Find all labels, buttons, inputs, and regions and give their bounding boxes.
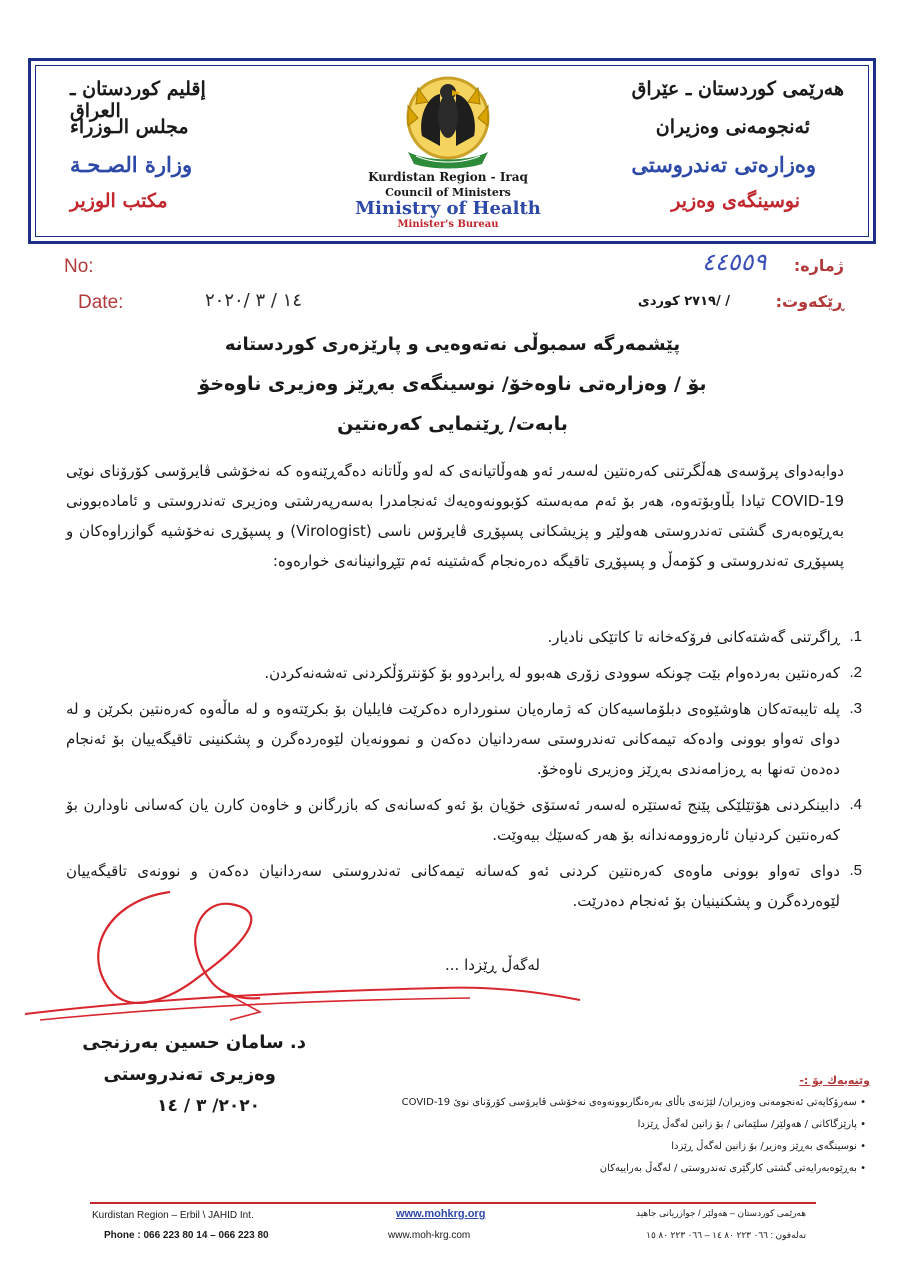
list-item <box>66 658 862 688</box>
no-label-en: No: <box>64 256 94 277</box>
header-arabic-council: مجلس الـوزراء <box>70 116 189 138</box>
date-value: ١٤ / ٣ /٢٠٢٠ <box>205 290 302 311</box>
handwritten-signature-icon <box>20 880 620 1040</box>
footer-website-link-2[interactable]: www.moh-krg.com <box>388 1230 471 1241</box>
kurdistan-eagle-seal-icon <box>378 66 518 174</box>
seal-english-region: Kurdistan Region - Iraq <box>368 170 528 184</box>
items-list <box>66 622 862 922</box>
cc-heading: وێنەیەك بۆ :- <box>799 1074 870 1087</box>
seal-english-ministry: Ministry of Health <box>355 198 541 219</box>
signatory-name: د. سامان حسین بەرزنجی <box>82 1032 306 1053</box>
seal-english-bureau: Minister's Bureau <box>397 219 499 230</box>
subject-line: بابەت/ ڕێنمایی كەرەنتین <box>337 413 568 435</box>
item-text: دوای تەواو بوونی ماوەی كەرەنتین كردنی ئەو كەسانە تیمەكانی تەندروستی سەردانیان دەكەن و نوونەی تاقیگەییان لێوەردەگرن و پشكنینیان بۆ ئەنجام دەدرێت. <box>66 862 840 910</box>
item-text: ڕاگرتنی گەشتەكانی فرۆكەخانە تا كاتێكی نادیار. <box>547 628 840 646</box>
item-number: 1. <box>849 628 862 645</box>
intro-paragraph: دوابەدوای پرۆسەی هەڵگرتنی كەرەنتین لەسەر ئەو هەوڵاتیانەی كە لەو وڵاتانە دەگەڕێنەوە كە نەخۆشی ڤایرۆسی كۆرۆنای نوێی COVID-19 تیادا بڵاوبۆتەوە، هەر بۆ ئەم مەبەستە كۆبوونەوەیەك ئەنجامدرا بەسەرپەرشتی وەزیری تەندروستی و ئامادەبوونی بەڕێوەبەری گشتی تەندروستی هەولێر و پزیشكانی پسپۆڕی ڤایرۆس ناسی (Virologist) و پسپۆڕی نەخۆشیە گوازراوەكان و پسپۆڕی تەندروستی و كۆمەڵ و پسپۆڕی تاقیگە دەرەنجام گەشتینە ئەم تێڕوانینانەی خوارەوە: <box>66 462 844 570</box>
header-kurdish-ministry: وەزارەتی تەندروستی <box>631 152 816 177</box>
signatory-title: وەزیری تەندروستی <box>103 1064 276 1085</box>
item-text: كەرەنتین بەردەوام بێت چونكە سوودی زۆری هەبوو لە ڕابردوو بۆ كۆنترۆڵكردنی تەشەنەكردن. <box>264 664 840 682</box>
no-label-ku: ژمارە: <box>793 256 844 275</box>
header-kurdish-bureau: نوسینگەی وەزیر <box>671 190 800 212</box>
item-text: دابینكردنی هۆتێلێكی پێنج ئەستێرە لەسەر ئەستۆی خۆیان بۆ ئەو كەسانەی كە بازرگانن و خاوەن كارن یان كەسانی ناودارن بۆ كەرەنتین كردنیان ئارەزوومەندانە بۆ هەر كەسێك بیەوێت. <box>66 796 840 844</box>
cc-item: • بەڕێوەبەرایەتی گشتی كارگێری تەندروستی / لەگەڵ بەراییەكان <box>599 1163 866 1174</box>
cc-item: • پارێزگاكانی / هەولێر/ سلێمانی / بۆ زانین لەگەڵ ڕێزدا <box>637 1119 866 1130</box>
cc-item-text: نوسینگەی بەڕێز وەزیر/ بۆ زانین لەگەڵ ڕێزدا <box>671 1141 857 1152</box>
item-number: 3. <box>849 700 862 717</box>
date-label-en: Date: <box>78 292 124 313</box>
header-arabic-bureau: مكتب الوزير <box>70 190 168 212</box>
cc-item-text: پارێزگاكانی / هەولێر/ سلێمانی / بۆ زانین لەگەڵ ڕێزدا <box>637 1119 857 1130</box>
item-number: 4. <box>849 796 862 813</box>
cc-item: • سەرۆكایەتی ئەنجومەنی وەزیران/ لێژنەی باڵای بەرەنگاربوونەوەی نەخۆشی ڤایرۆسی كۆرۆنای نوێ COVID-19 <box>401 1097 866 1108</box>
item-number: 2. <box>849 664 862 681</box>
footer-phone-en: Phone : 066 223 80 14 – 066 223 80 <box>104 1230 269 1241</box>
addressee-line2: بۆ / وەزارەتی ناوەخۆ/ نوسینگەی بەڕێز وەزیری ناوەخۆ <box>198 373 707 395</box>
signature-date: ٢٠٢٠/ ٣ / ١٤ <box>157 1096 260 1116</box>
addressee-line1: پێشمەرگە سمبوڵی نەتەوەیی و پارێزەری كوردستانە <box>224 334 681 355</box>
item-number: 5. <box>849 862 862 879</box>
item-text: پلە تایبەتەكان هاوشێوەی دبلۆماسیەكان كە ژمارەیان سنوردارە دەكرێت فایلیان بۆ بكرێتەوە و لە ماڵەوە كەرەنتین بكرێن و لە دوای تەواو بوونی وادەكە تیمەكانی تەندروستی سەردانیان دەكەن و نموونەیان لێوەردەگرن و پشكنینی تاقیگەییان بۆ ئەنجام دەدەن تەنها بە ڕەزامەندی بەڕێز وەزیری ناوەخۆ. <box>66 700 840 778</box>
list-item <box>66 622 862 652</box>
footer-website-link[interactable]: www.mohkrg.org <box>396 1208 486 1220</box>
footer-divider <box>90 1202 816 1204</box>
footer-address-ku: هەرێمی كوردستان – هەولێر / جوارریانی جاهید <box>635 1208 806 1218</box>
cc-item-text: بەڕێوەبەرایەتی گشتی كارگێری تەندروستی / لەگەڵ بەراییەكان <box>599 1163 857 1174</box>
footer-phone-ku: تەلەفون : ٠٦٦ ٢٢٣ ٨٠ ١٤ – ٠٦٦ ٢٢٣ ٨٠ ١٥ <box>646 1230 806 1240</box>
list-item <box>66 694 862 784</box>
footer-address-en: Kurdistan Region – Erbil \ JAHID Int. <box>92 1210 254 1221</box>
header-arabic-region: إقليم كوردستان ـ العراق <box>70 78 206 122</box>
header-arabic-ministry: وزارة الصـحـة <box>70 152 193 177</box>
closing: لەگەڵ ڕێزدا ... <box>445 956 540 974</box>
date-label-ku: ڕێكەوت: <box>775 292 844 311</box>
header-kurdish-region: هەرێمی كوردستان ـ عێراق <box>631 78 844 100</box>
list-item <box>66 790 862 850</box>
cc-item: • نوسینگەی بەڕێز وەزیر/ بۆ زانین لەگەڵ ڕێزدا <box>671 1141 866 1152</box>
header-kurdish-council: ئەنجومەنی وەزیران <box>655 116 810 138</box>
kurdi-date: / /٢٧١٩ كوردی <box>637 294 730 309</box>
no-handwritten-value: ٤٤٥٥٩ <box>702 248 767 276</box>
cc-list <box>290 1092 866 1180</box>
seal-english-council: Council of Ministers <box>385 186 511 199</box>
cc-item-text: سەرۆكایەتی ئەنجومەنی وەزیران/ لێژنەی باڵای بەرەنگاربوونەوەی نەخۆشی ڤایرۆسی كۆرۆنای نوێ COVID-19 <box>401 1097 857 1108</box>
